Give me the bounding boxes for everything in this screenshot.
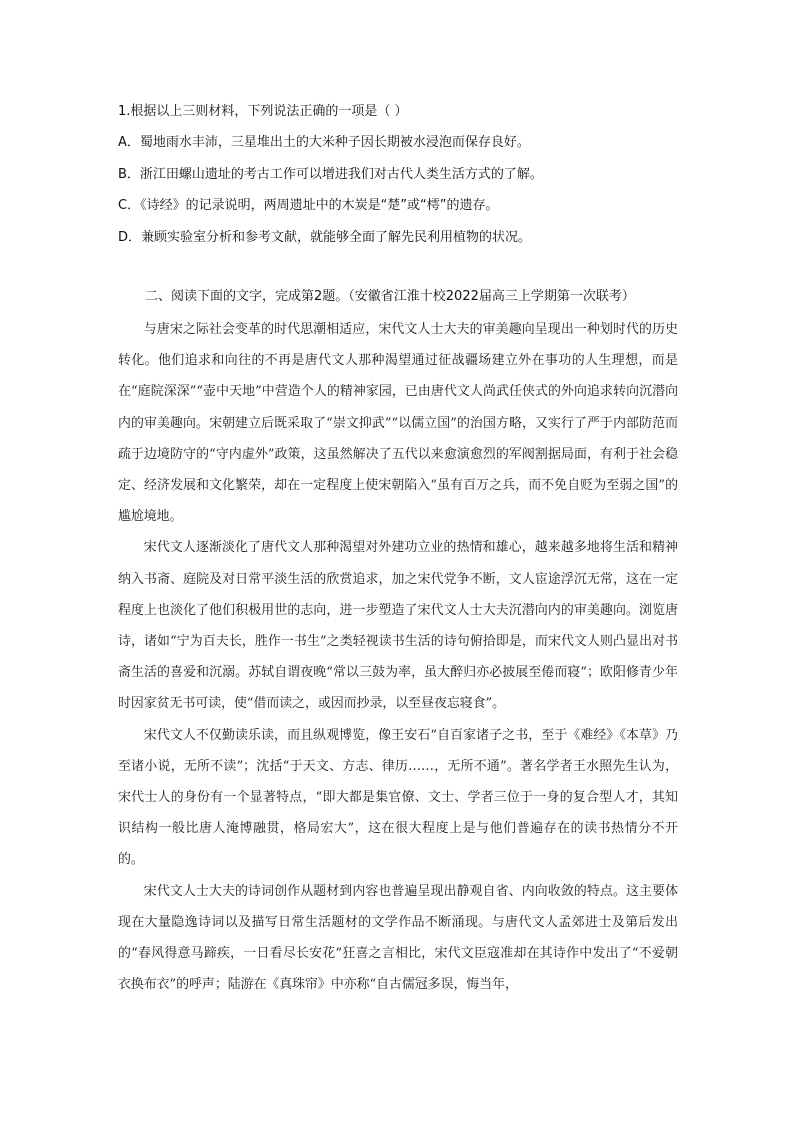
passage-paragraph-4: 宋代文人士大夫的诗词创作从题材到内容也普遍呈现出静观自省、内向收敛的特点。这主要体现在大量隐逸诗词以及描写日常生活题材的文学作品不断涌现。与唐代文人孟郊进士及第后发出的“春风得意马蹄疾，一日看尽长安花”狂喜之言相比，宋代文臣寇准却在其诗作中发出了“不爱朝衣换布衣”的呼声；陆游在《真珠帘》中亦称“自古儒冠多误，悔当年， (118, 883, 678, 993)
question-stem: 1.根据以上三则材料，下列说法正确的一项是（ ） (118, 104, 408, 119)
passage-paragraph-3: 宋代文人不仅勤读乐读，而且纵观博览，像王安石“自百家诸子之书，至于《难经》《本草》乃至诸小说，无所不读”；沈括“于天文、方志、律历……，无所不通”。著名学者王水照先生认为，宋代士人的身份有一个显著特点，“即大都是集官僚、文士、学者三位于一身的复合型人才，其知识结构一般比唐人淹博融贯，格局宏大”，这在很大程度上是与他们普遍存在的读书热情分不开的。 (118, 727, 678, 868)
option-b: B．浙江田螺山遗址的考古工作可以增进我们对古代人类生活方式的了解。 (118, 167, 543, 182)
section-heading: 二、阅读下面的文字，完成第2题。（安徽省江淮十校2022届高三上学期第一次联考） (145, 289, 635, 304)
option-d: D．兼顾实验室分析和参考文献，就能够全面了解先民利用植物的状况。 (118, 230, 532, 245)
reading-passage (118, 314, 678, 1000)
passage-paragraph-1: 与唐宋之际社会变革的时代思潮相适应，宋代文人士大夫的审美趣向呈现出一种划时代的历史转化。他们追求和向往的不再是唐代文人那种渴望通过征战疆场建立外在事功的人生理想，而是在“庭院深深”“壶中天地”中营造个人的精神家园，已由唐代文人尚武任侠式的外向追求转向沉潜向内的审美趣向。宋朝建立后既采取了“崇文抑武”“以儒立国”的治国方略，又实行了严于内部防范而疏于边境防守的“守内虚外”政策，这虽然解决了五代以来愈演愈烈的军阀割据局面，有利于社会稳定、经济发展和文化繁荣，却在一定程度上使宋朝陷入“虽有百万之兵，而不免自贬为至弱之国”的尴尬境地。 (118, 322, 678, 525)
passage-paragraph-2: 宋代文人逐渐淡化了唐代文人那种渴望对外建功立业的热情和雄心，越来越多地将生活和精神纳入书斋、庭院及对日常平淡生活的欣赏追求，加之宋代党争不断，文人宦途浮沉无常，这在一定程度上也淡化了他们积极用世的志向，进一步塑造了宋代文人士大夫沉潜向内的审美趣向。浏览唐诗，诸如“宁为百夫长，胜作一书生”之类轻视读书生活的诗句俯拾即是，而宋代文人则凸显出对书斋生活的喜爱和沉溺。苏轼自谓夜晚“常以三鼓为率，虽大醉归亦必披展至倦而寝”；欧阳修青少年时因家贫无书可读，使“借而读之，或因而抄录，以至昼夜忘寝食”。 (118, 540, 678, 712)
option-a: A．蜀地雨水丰沛，三星堆出土的大米种子因长期被水浸泡而保存良好。 (118, 135, 530, 150)
option-c: C．《诗经》的记录说明，两周遗址中的木炭是“楚”或“樗”的遗存。 (118, 198, 499, 213)
